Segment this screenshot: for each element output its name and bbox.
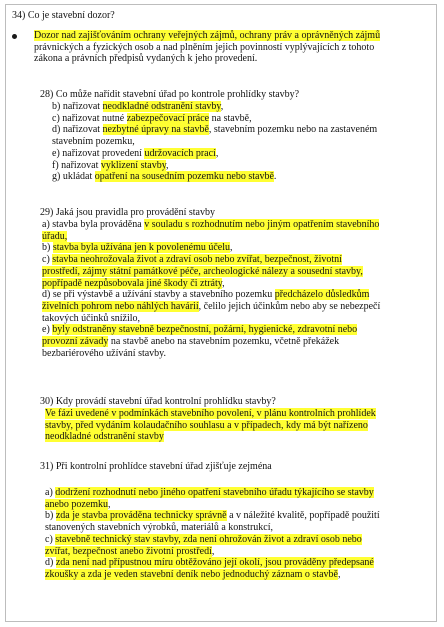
q29-line: takových účinků snížilo,: [42, 312, 141, 324]
q28-list: [52, 101, 377, 183]
q31-line: stanovených stavebních výrobků, materiálů a konstrukcí,: [45, 522, 273, 534]
q29-line: d) se při výstavbě a užívání stavby a stavebního pozemku předcházelo důsledkům: [42, 289, 370, 301]
q28-item: stavebním pozemku,: [52, 136, 135, 148]
q31-line: zvířat, bezpečnost anebo životní prostředí,: [45, 545, 215, 557]
q34-line: zákona a právních předpisů vydaných k jeho provedení.: [34, 53, 258, 65]
q29-line: a) stavba byla prováděna v souladu s rozhodnutím nebo jiným opatřením stavebního: [42, 219, 380, 230]
q31-line: anebo pozemku,: [45, 498, 111, 510]
q28-item: e) nařizovat provedení udržovacích prací,: [52, 147, 219, 159]
q31-line: b) zda je stavba prováděna technicky správně a v náležité kvalitě, popřípadě použití: [45, 510, 380, 522]
q29-line: živelních pohrom nebo náhlých havárií, čelilo jejich účinkům nebo aby se nebezpečí: [42, 300, 381, 312]
q29-title: 29) Jaká jsou pravidla pro provádění stavby: [40, 207, 215, 218]
q29-line: c) stavba neohrožovala život a zdraví osob nebo zvířat, bezpečnost, životní: [42, 254, 342, 266]
q29-line: provozní závady na stavbě anebo na stavebním pozemku, včetně překážek: [42, 336, 340, 348]
q29-line: prostředí, zájmy státní památkové péče, archeologické nálezy a sousední stavby,: [42, 265, 363, 277]
q30-line: stavby, před vydáním kolaudačního souhlasu a v případech, kdy má být nařízeno: [45, 419, 368, 431]
q31-line: c) stavebně technický stav stavby, zda není ohrožován život a zdraví osob nebo: [45, 533, 362, 545]
q34-title: 34) Co je stavební dozor?: [12, 10, 115, 21]
q30-line: Ve fázi uvedené v podmínkách stavebního povolení, v plánu kontrolních prohlídek: [45, 408, 376, 419]
q34-line: právnických a fyzických osob a nad plněním jejich povinností vyplývajících z tohoto: [34, 41, 375, 53]
q29-line: úřadu,: [42, 230, 68, 242]
q31-title: 31) Při kontrolní prohlídce stavební úřad zjišťuje zejména: [40, 461, 272, 472]
q31-line: d) zda není nad přípustnou míru obtěžováno její okolí, jsou prováděny předepsané: [45, 557, 374, 569]
q28-item: d) nařizovat nezbytné úpravy na stavbě, stavebním pozemku nebo na zastaveném: [52, 124, 378, 136]
q30-title: 30) Kdy provádí stavební úřad kontrolní prohlídku stavby?: [40, 396, 276, 407]
q28-item: f) nařizovat vyklizení stavby,: [52, 159, 169, 171]
q28-item: c) nařizovat nutné zabezpečovací práce na stavbě,: [52, 112, 252, 124]
q31-list: [45, 487, 380, 581]
q29-list: [42, 219, 380, 359]
q29-line: b) stavba byla užívána jen k povolenému účelu,: [42, 242, 233, 254]
q34-line: Dozor nad zajišťováním ochrany veřejných zájmů, ochrany práv a oprávněných zájmů: [34, 30, 381, 41]
q31-line: a) dodržení rozhodnutí nebo jiného opatření stavebního úřadu týkajícího se stavby: [45, 487, 374, 498]
q29-line: e) byly odstraněny stavebně bezpečnostní, požární, hygienické, zdravotní nebo: [42, 324, 358, 336]
q29-line: popřípadě nezpůsobovala jiné škody či ztráty,: [42, 277, 225, 289]
q29-line: bezbariérového užívání stavby.: [42, 347, 167, 359]
q28-title: 28) Co může nařídit stavební úřad po kontrole prohlídky stavby?: [40, 89, 300, 100]
q28-item: b) nařizovat neodkladné odstranění stavby,: [52, 101, 224, 112]
bullet-icon: [12, 34, 17, 39]
q31-line: zkoušky a zda je veden stavební deník nebo jednoduchý záznam o stavbě,: [45, 568, 341, 580]
q28-item: g) ukládat opatření na sousedním pozemku nebo stavbě.: [52, 171, 277, 183]
q34-answer: [34, 30, 380, 65]
q30-line: neodkladné odstranění stavby: [45, 431, 164, 443]
q30-answer: [45, 408, 376, 443]
